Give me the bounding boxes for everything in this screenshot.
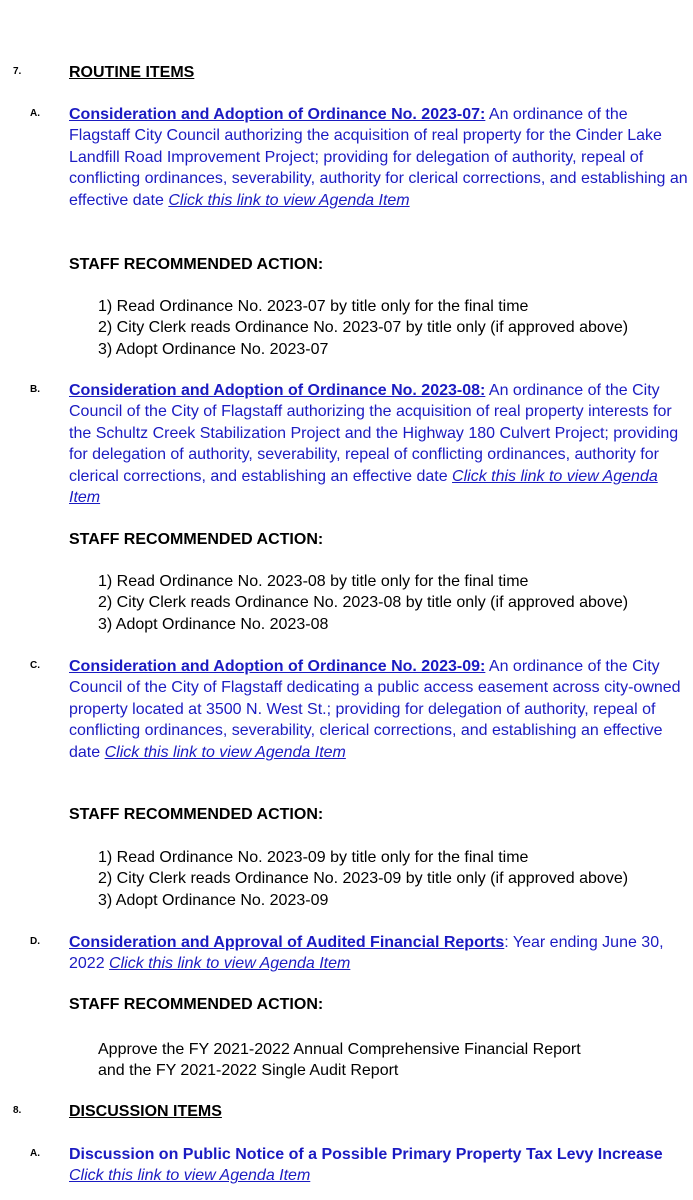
- item-description: : Year ending June 30, 2022: [69, 934, 664, 973]
- note-line: Approve the FY 2021-2022 Annual Comprehensive Financial Report: [98, 1041, 581, 1058]
- item-title: Discussion on Public Notice of a Possible Primary Property Tax Levy Increase: [69, 1146, 663, 1163]
- section-title-discussion-items: DISCUSSION ITEMS: [69, 1103, 222, 1120]
- staff-recommended-action-heading: STAFF RECOMMENDED ACTION:: [69, 531, 324, 548]
- agenda-item-a: [69, 104, 689, 211]
- item-letter: C.: [30, 660, 40, 671]
- staff-recommended-action-heading: STAFF RECOMMENDED ACTION:: [69, 256, 324, 273]
- item-description: An ordinance of the City Council of the City of Flagstaff authorizing the acquisition of real property interests for the Schultz Creek Stabilization Project and the Highway 180 Culvert Project; providing for delegation of authority, severability, repeal of conflicting ordinances, authority for clerical corrections, and establishing an effective date: [69, 382, 679, 485]
- item-title-link[interactable]: Consideration and Approval of Audited Financial Reports: [69, 934, 505, 951]
- section-number: 8.: [13, 1105, 22, 1116]
- action-step: 3) Adopt Ordinance No. 2023-07: [98, 340, 329, 358]
- note-line: and the FY 2021-2022 Single Audit Report: [98, 1062, 399, 1080]
- discussion-item-a: [69, 1144, 689, 1187]
- item-title-link[interactable]: Consideration and Adoption of Ordinance No. 2023-09:: [69, 658, 486, 675]
- view-agenda-item-link[interactable]: Click this link to view Agenda Item: [109, 955, 351, 973]
- item-letter: B.: [30, 384, 40, 395]
- item-description: An ordinance of the City Council of the City of Flagstaff dedicating a public access easement across city-owned property located at 3500 N. West St.; providing for delegation of authority, repeal of conflicting ordinances, severability, clerical corrections, and establishing an effective date: [69, 658, 681, 761]
- item-title-link[interactable]: Consideration and Adoption of Ordinance No. 2023-08:: [69, 382, 486, 399]
- section-number: 7.: [13, 66, 22, 77]
- action-step: 2) City Clerk reads Ordinance No. 2023-07 by title only (if approved above): [98, 319, 629, 337]
- action-step: 1) Read Ordinance No. 2023-08 by title only for the final time: [98, 573, 529, 590]
- staff-recommended-action-heading: STAFF RECOMMENDED ACTION:: [69, 806, 324, 823]
- item-letter: A.: [30, 108, 40, 119]
- section-title-routine-items: ROUTINE ITEMS: [69, 64, 195, 81]
- item-letter: D.: [30, 936, 40, 947]
- view-agenda-item-link[interactable]: Click this link to view Agenda Item: [104, 743, 346, 761]
- action-step: 3) Adopt Ordinance No. 2023-08: [98, 615, 329, 633]
- agenda-item-c: [69, 656, 689, 763]
- action-step: 1) Read Ordinance No. 2023-09 by title only for the final time: [98, 849, 529, 866]
- action-list: [98, 296, 628, 360]
- action-step: 3) Adopt Ordinance No. 2023-09: [98, 891, 329, 909]
- action-list: [98, 571, 628, 635]
- item-letter: A.: [30, 1148, 40, 1159]
- agenda-item-b: [69, 380, 689, 508]
- action-step: 1) Read Ordinance No. 2023-07 by title only for the final time: [98, 298, 529, 315]
- view-agenda-item-link[interactable]: Click this link to view Agenda Item: [69, 1167, 311, 1185]
- recommended-action-note: [98, 1039, 658, 1082]
- agenda-item-d: [69, 932, 689, 975]
- action-step: 2) City Clerk reads Ordinance No. 2023-09 by title only (if approved above): [98, 870, 629, 888]
- action-step: 2) City Clerk reads Ordinance No. 2023-08 by title only (if approved above): [98, 594, 629, 612]
- item-description: An ordinance of the Flagstaff City Council authorizing the acquisition of real property for the Cinder Lake Landfill Road Improvement Project; providing for delegation of authority, repeal of conflicting ordinances, severability, authority for clerical corrections, and establishing an effective date: [69, 106, 688, 209]
- view-agenda-item-link[interactable]: Click this link to view Agenda Item: [69, 467, 658, 507]
- action-list: [98, 847, 628, 911]
- item-title-link[interactable]: Consideration and Adoption of Ordinance No. 2023-07:: [69, 106, 486, 123]
- staff-recommended-action-heading: STAFF RECOMMENDED ACTION:: [69, 996, 324, 1013]
- view-agenda-item-link[interactable]: Click this link to view Agenda Item: [168, 191, 410, 209]
